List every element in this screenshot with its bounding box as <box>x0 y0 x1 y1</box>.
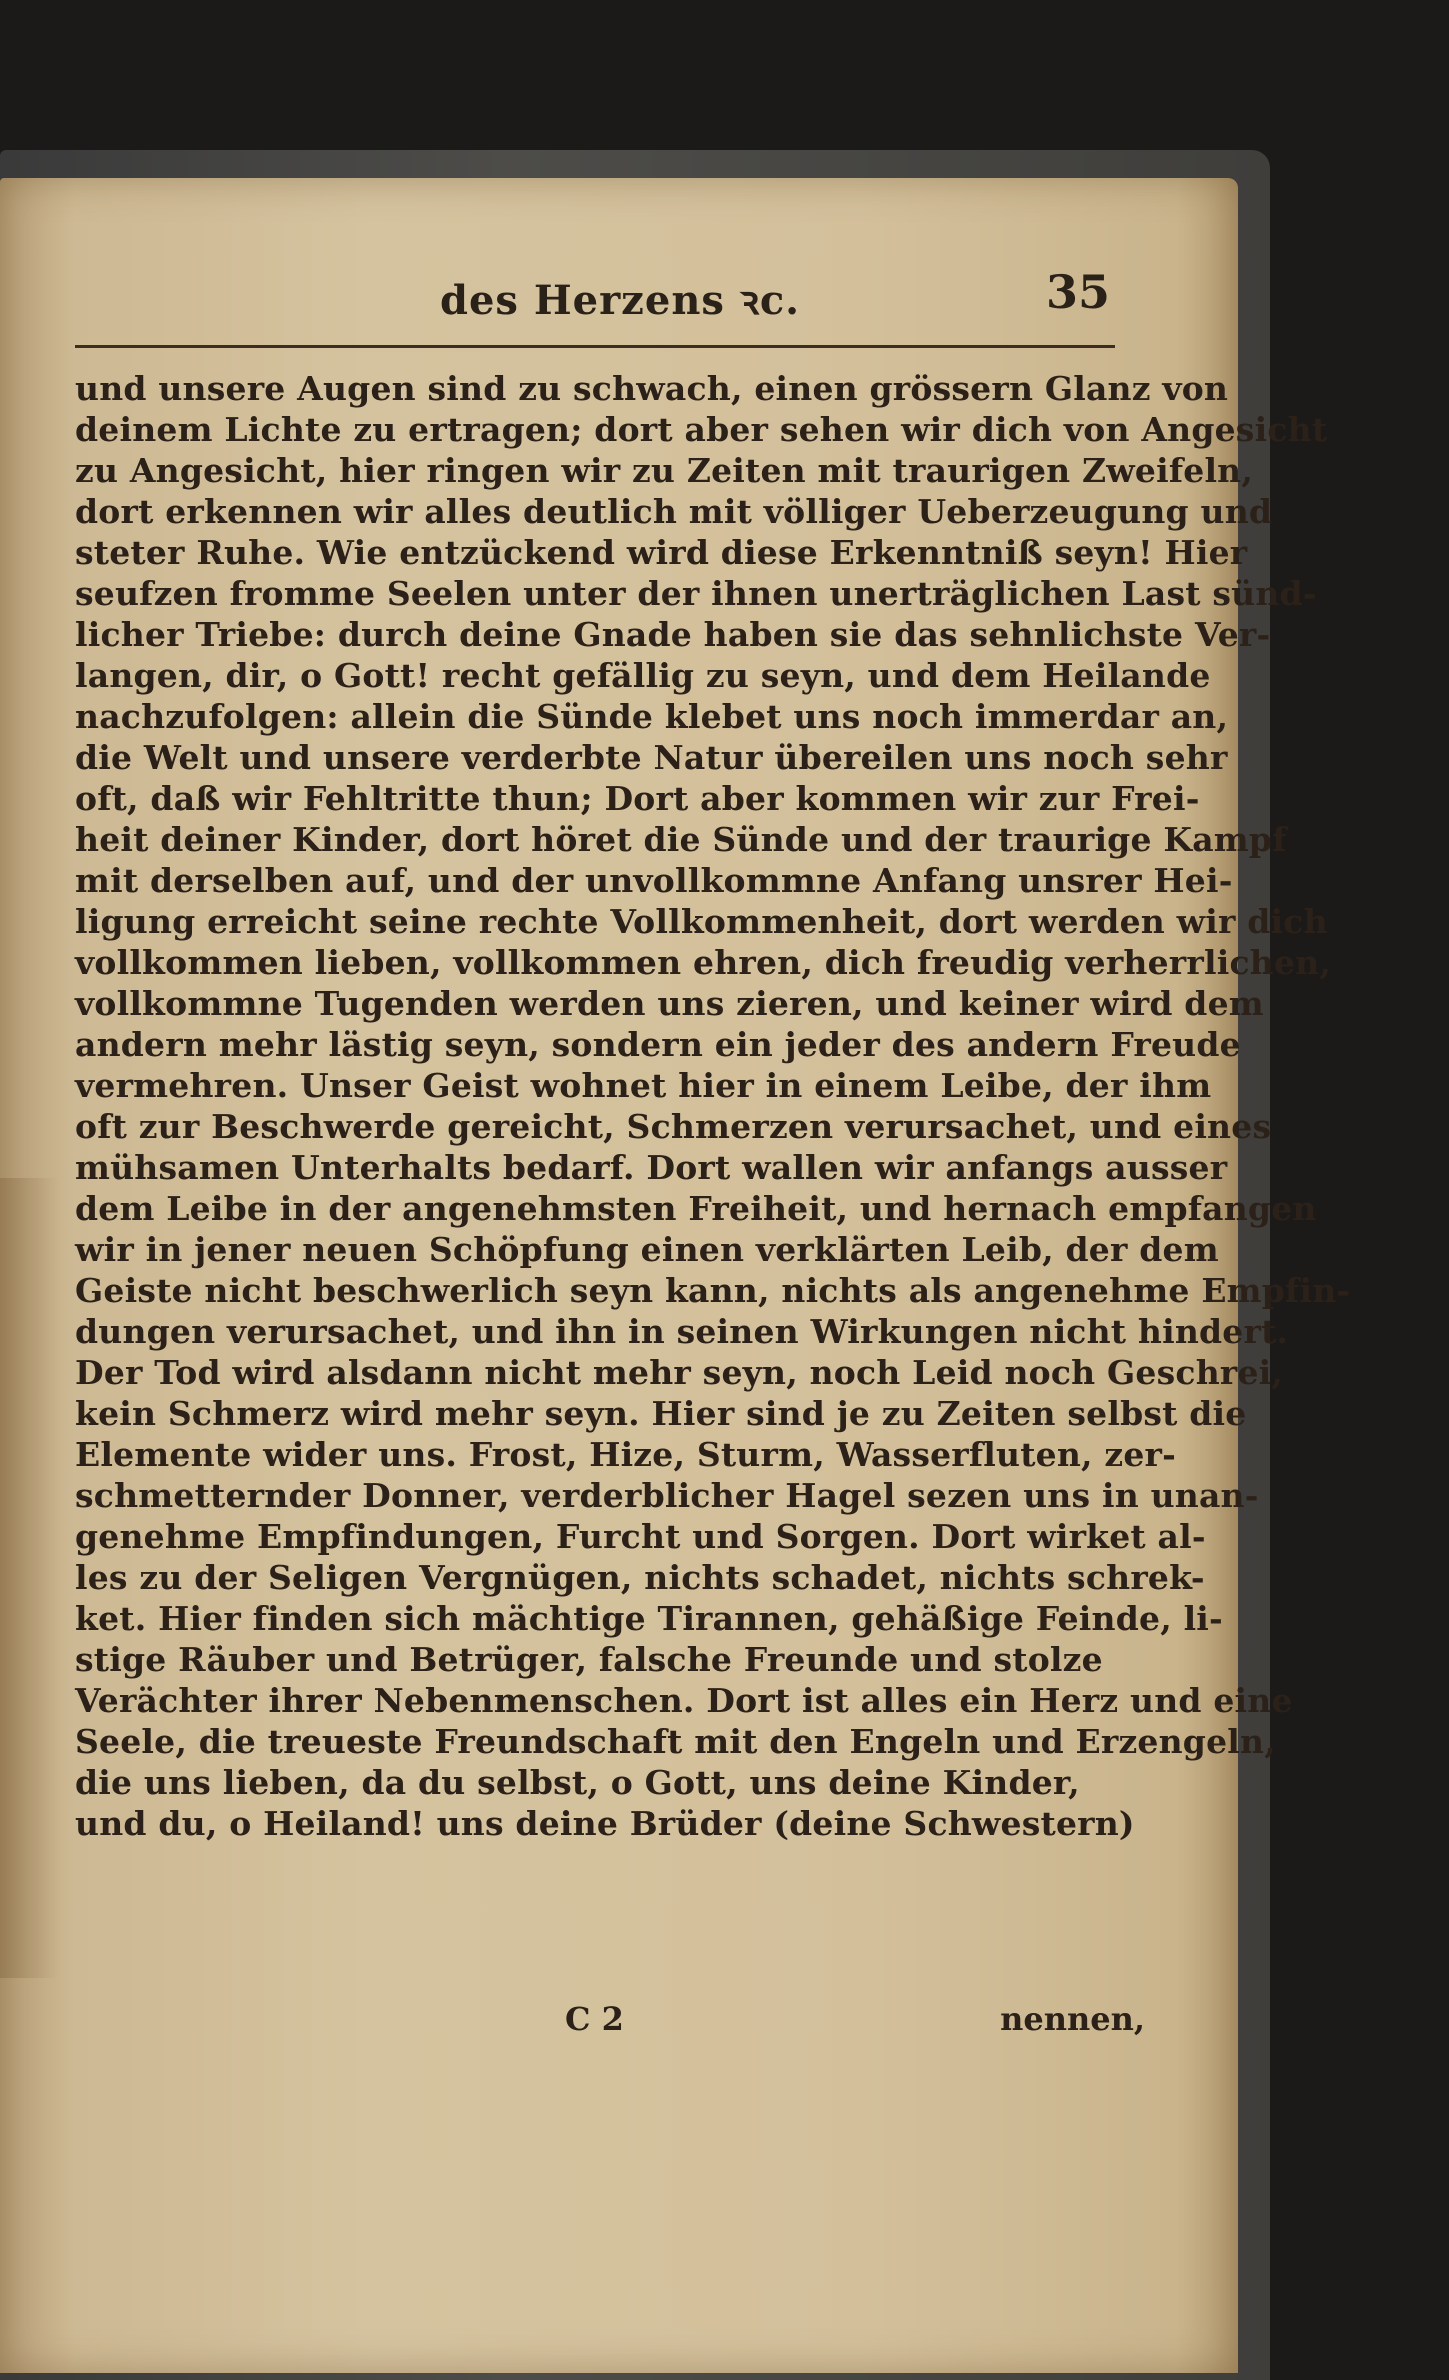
text-line: deinem Lichte zu ertragen; dort aber sehen wir dich von Angesicht <box>75 410 1328 449</box>
text-line: und unsere Augen sind zu schwach, einen grössern Glanz von <box>75 369 1229 408</box>
text-line: zu Angesicht, hier ringen wir zu Zeiten mit traurigen Zweifeln, <box>75 451 1254 490</box>
text-line: dem Leibe in der angenehmsten Freiheit, und hernach empfangen <box>75 1189 1317 1228</box>
body-text <box>75 368 1351 1844</box>
text-line: dungen verursachet, und ihn in seinen Wirkungen nicht hindert. <box>75 1312 1289 1351</box>
text-line: andern mehr lästig seyn, sondern ein jeder des andern Freude <box>75 1025 1241 1064</box>
text-line: genehme Empfindungen, Furcht und Sorgen. Dort wirket al- <box>75 1517 1206 1556</box>
catchword: nennen, <box>1000 2000 1145 2038</box>
signature-mark: C 2 <box>565 2000 624 2038</box>
text-line: Geiste nicht beschwerlich seyn kann, nichts als angenehme Empfin- <box>75 1271 1351 1310</box>
text-line: vermehren. Unser Geist wohnet hier in einem Leibe, der ihm <box>75 1066 1212 1105</box>
text-line: les zu der Seligen Vergnügen, nichts schadet, nichts schrek- <box>75 1558 1205 1597</box>
text-line: langen, dir, o Gott! recht gefällig zu seyn, und dem Heilande <box>75 656 1211 695</box>
text-line: mühsamen Unterhalts bedarf. Dort wallen wir anfangs ausser <box>75 1148 1228 1187</box>
text-line: heit deiner Kinder, dort höret die Sünde und der traurige Kampf <box>75 820 1287 859</box>
text-line: dort erkennen wir alles deutlich mit völliger Ueberzeugung und <box>75 492 1273 531</box>
text-line: ligung erreicht seine rechte Vollkommenheit, dort werden wir dich <box>75 902 1328 941</box>
text-line: oft, daß wir Fehltritte thun; Dort aber kommen wir zur Frei- <box>75 779 1200 818</box>
text-line: die uns lieben, da du selbst, o Gott, uns deine Kinder, <box>75 1763 1080 1802</box>
text-line: die Welt und unsere verderbte Natur übereilen uns noch sehr <box>75 738 1228 777</box>
text-line: seufzen fromme Seelen unter der ihnen unerträglichen Last sünd- <box>75 574 1317 613</box>
text-line: licher Triebe: durch deine Gnade haben sie das sehnlichste Ver- <box>75 615 1271 654</box>
text-line: oft zur Beschwerde gereicht, Schmerzen verursachet, und eines <box>75 1107 1272 1146</box>
page-stain <box>0 1178 60 1978</box>
text-line: Der Tod wird alsdann nicht mehr seyn, noch Leid noch Geschrei, <box>75 1353 1284 1392</box>
text-line: steter Ruhe. Wie entzückend wird diese Erkenntniß seyn! Hier <box>75 533 1248 572</box>
text-line: vollkommen lieben, vollkommen ehren, dich freudig verherrlichen, <box>75 943 1332 982</box>
page-number: 35 <box>1045 265 1110 319</box>
text-line: Verächter ihrer Nebenmenschen. Dort ist alles ein Herz und eine <box>75 1681 1293 1720</box>
text-line: und du, o Heiland! uns deine Brüder (deine Schwestern) <box>75 1804 1135 1843</box>
header-rule <box>75 345 1115 348</box>
text-line: Elemente wider uns. Frost, Hize, Sturm, Wasserfluten, zer- <box>75 1435 1177 1474</box>
text-line: ket. Hier finden sich mächtige Tirannen, gehäßige Feinde, li- <box>75 1599 1223 1638</box>
page-header <box>440 265 1140 325</box>
text-line: schmetternder Donner, verderblicher Hagel sezen uns in unan- <box>75 1476 1259 1515</box>
text-line: vollkommne Tugenden werden uns zieren, und keiner wird dem <box>75 984 1264 1023</box>
text-line: Seele, die treueste Freundschaft mit den Engeln und Erzengeln, <box>75 1722 1276 1761</box>
running-title: des Herzens ꝛc. <box>440 277 801 324</box>
text-line: wir in jener neuen Schöpfung einen verklärten Leib, der dem <box>75 1230 1219 1269</box>
text-line: kein Schmerz wird mehr seyn. Hier sind je zu Zeiten selbst die <box>75 1394 1247 1433</box>
text-line: stige Räuber und Betrüger, falsche Freunde und stolze <box>75 1640 1103 1679</box>
text-line: mit derselben auf, und der unvollkommne Anfang unsrer Hei- <box>75 861 1233 900</box>
text-line: nachzufolgen: allein die Sünde klebet uns noch immerdar an, <box>75 697 1229 736</box>
page-footer <box>75 2000 1145 2045</box>
